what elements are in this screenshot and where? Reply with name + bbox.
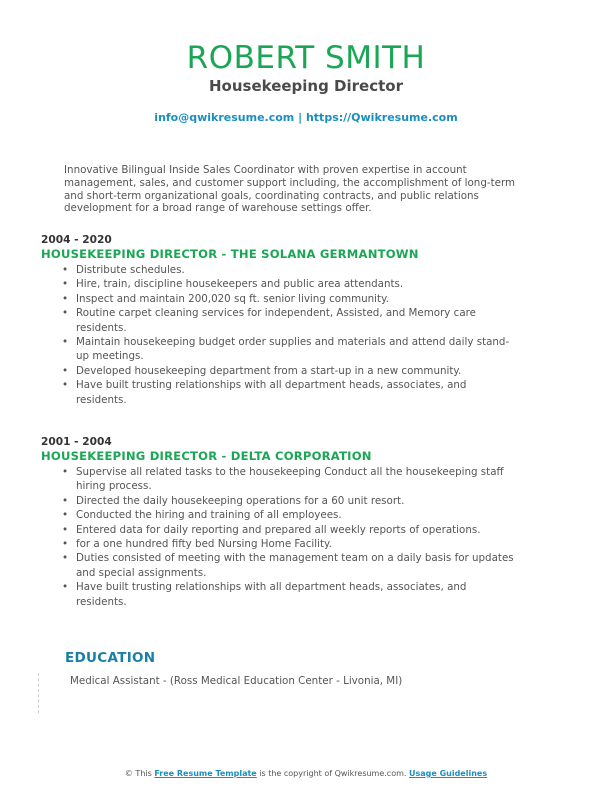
education-heading: EDUCATION	[65, 650, 156, 666]
experience-entry	[41, 234, 521, 407]
bullet-item: • Maintain housekeeping budget order supplies and materials and attend daily stand-up meetings.	[76, 335, 516, 364]
bullet-item: • Entered data for daily reporting and prepared all weekly reports of operations.	[76, 523, 516, 537]
bullet-item: • Supervise all related tasks to the housekeeping Conduct all the housekeeping staff hiring process.	[76, 465, 516, 494]
education-divider	[38, 673, 39, 713]
bullet-item: • Inspect and maintain 200,020 sq ft. senior living community.	[76, 292, 516, 306]
experience-bullets	[41, 465, 521, 609]
contact-line	[0, 111, 612, 125]
bullet-item: • Have built trusting relationships with all department heads, associates, and residents.	[76, 378, 516, 407]
experience-role: HOUSEKEEPING DIRECTOR - THE SOLANA GERMANTOWN	[41, 247, 419, 261]
bullet-item: • Developed housekeeping department from a start-up in a new community.	[76, 364, 516, 378]
experience-role: HOUSEKEEPING DIRECTOR - DELTA CORPORATION	[41, 449, 372, 463]
bullet-item: • Directed the daily housekeeping operations for a 60 unit resort.	[76, 494, 516, 508]
candidate-name: ROBERT SMITH	[186, 40, 426, 76]
free-resume-template-link[interactable]: Free Resume Template	[154, 769, 257, 778]
job-title: Housekeeping Director	[208, 77, 403, 95]
bullet-item: • Have built trusting relationships with all department heads, associates, and residents.	[76, 580, 516, 609]
experience-dates: 2004 - 2020	[41, 234, 112, 246]
contact-separator: |	[294, 111, 306, 124]
bullet-item: • Routine carpet cleaning services for independent, Assisted, and Memory care residents.	[76, 306, 516, 335]
website-link[interactable]: https://Qwikresume.com	[305, 111, 458, 124]
experience-dates: 2001 - 2004	[41, 436, 112, 448]
education-item: Medical Assistant - (Ross Medical Education Center - Livonia, MI)	[70, 675, 403, 687]
summary-paragraph: Innovative Bilingual Inside Sales Coordinator with proven expertise in account management, sales, and customer support including, the accomplishment of long-term and short-term organizational goals, coordinating contracts, and public relations development for a broad range of warehouse settings offer.	[64, 164, 516, 215]
bullet-item: • for a one hundred fifty bed Nursing Home Facility.	[76, 537, 516, 551]
bullet-item: • Hire, train, discipline housekeepers and public area attendants.	[76, 277, 516, 291]
experience-bullets	[41, 263, 521, 407]
bullet-item: • Duties consisted of meeting with the management team on a daily basis for updates and special assignments.	[76, 551, 516, 580]
footer-prefix: © This	[124, 769, 155, 778]
footer	[0, 768, 612, 779]
bullet-item: • Distribute schedules.	[76, 263, 516, 277]
footer-middle: is the copyright of Qwikresume.com.	[256, 769, 409, 778]
experience-entry	[41, 436, 521, 609]
bullet-item: • Conducted the hiring and training of all employees.	[76, 508, 516, 522]
email-link[interactable]: info@qwikresume.com	[154, 111, 295, 124]
usage-guidelines-link[interactable]: Usage Guidelines	[408, 769, 488, 778]
